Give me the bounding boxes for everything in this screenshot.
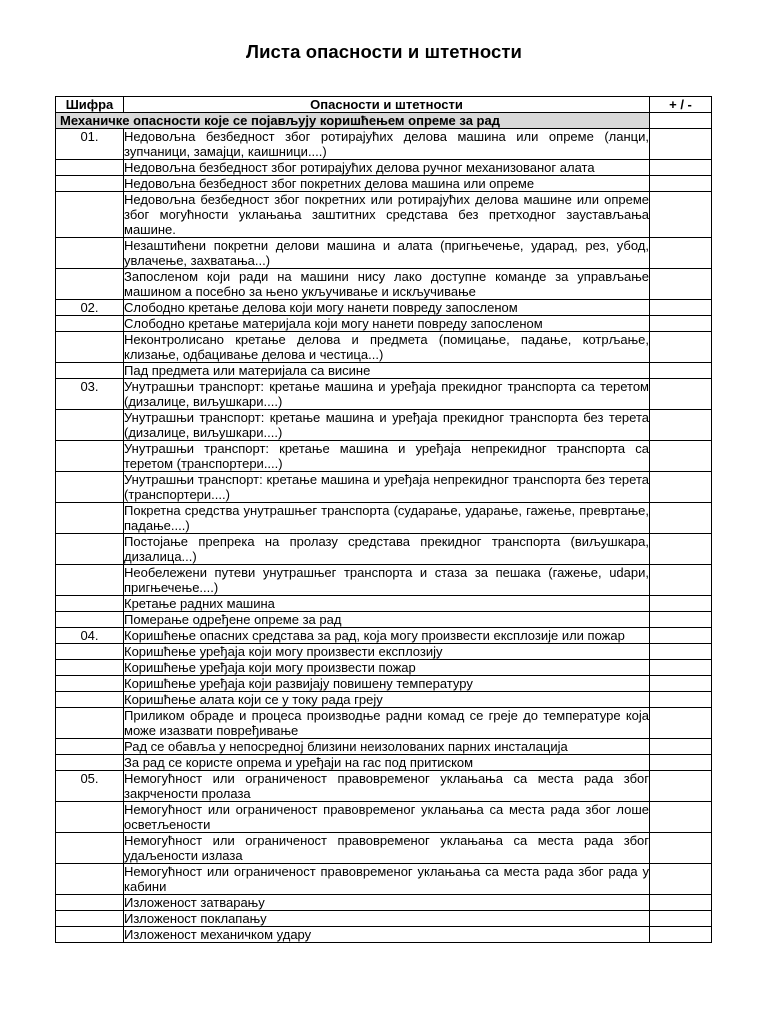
table-row: [56, 739, 712, 755]
hazard-code: 05.: [56, 771, 124, 802]
hazard-description: Недовољна безбедност због покретних делова машина или опреме: [124, 176, 650, 192]
hazard-mark-cell[interactable]: [650, 755, 712, 771]
table-row: [56, 410, 712, 441]
hazard-code: [56, 160, 124, 176]
hazard-description: Неконтролисано кретање делова и предмета (помицање, падање, котрљање, клизање, одбацивање делова и честица...): [124, 332, 649, 362]
hazard-description: Коришћење уређаја који развијају повишену температуру: [124, 676, 650, 692]
hazard-mark-cell[interactable]: [650, 771, 712, 802]
hazard-description: Немогућност или ограниченост правовременог уклањања са места рада због рада у кабини: [124, 864, 649, 894]
hazard-code: [56, 192, 124, 238]
hazard-code: [56, 755, 124, 771]
hazard-code: [56, 911, 124, 927]
table-row: [56, 596, 712, 612]
section-title: Механичке опасности које се појављују коришћењем опреме за рад: [56, 113, 650, 129]
hazard-description: Незаштићени покретни делови машина и алата (пригњечење, ударад, рез, убод, увлачење, захватања...): [124, 238, 649, 268]
hazard-code: [56, 739, 124, 755]
hazard-description: Коришћење опасних средстава за рад, која могу произвести експлозије или пожар: [124, 628, 650, 644]
hazard-description: Слободно кретање материјала који могу нанети повреду запосленом: [124, 316, 650, 332]
hazard-description: Унутрашњи транспорт: кретање машина и уређаја непрекидног транспорта без терета (транспортери....): [124, 472, 649, 502]
hazard-description: Изложеност механичком удару: [124, 927, 650, 943]
hazard-description: Коришћење алата који се у току рада греју: [124, 692, 650, 708]
table-row: [56, 441, 712, 472]
hazard-mark-cell[interactable]: [650, 596, 712, 612]
hazard-code: [56, 534, 124, 565]
hazard-description: Пад предмета или материјала са висине: [124, 363, 650, 379]
table-row: [56, 363, 712, 379]
hazard-code: [56, 833, 124, 864]
hazard-code: [56, 238, 124, 269]
hazard-description: Немогућност или ограниченост правовременог уклањања са места рада због удаљености излаза: [124, 833, 649, 863]
hazard-code: 03.: [56, 379, 124, 410]
table-row: [56, 238, 712, 269]
hazard-mark-cell[interactable]: [650, 441, 712, 472]
hazard-mark-cell[interactable]: [650, 503, 712, 534]
table-row: [56, 300, 712, 316]
table-row: [56, 771, 712, 802]
table-row: [56, 864, 712, 895]
hazard-description: Кретање радних машина: [124, 596, 650, 612]
table-row: [56, 534, 712, 565]
hazard-mark-cell[interactable]: [650, 644, 712, 660]
hazard-description: Необележени путеви унутрашњег транспорта и стаза за пешака (гажење, udари, пригњечење....): [124, 565, 649, 595]
table-row: [56, 755, 712, 771]
hazard-code: [56, 708, 124, 739]
hazard-description: Приликом обраде и процеса производње радни комад се греје до температуре која може изазвати повређивање: [124, 708, 649, 738]
hazard-code: 04.: [56, 628, 124, 644]
hazard-mark-cell[interactable]: [650, 300, 712, 316]
hazard-mark-cell[interactable]: [650, 565, 712, 596]
hazard-mark-cell[interactable]: [650, 802, 712, 833]
hazard-mark-cell[interactable]: [650, 612, 712, 628]
hazard-code: [56, 596, 124, 612]
document-title: Листа опасности и штетности: [245, 41, 523, 62]
hazard-description: Немогућност или ограниченост правовременог уклањања са места рада због закрчености пролаза: [124, 771, 649, 801]
hazard-mark-cell[interactable]: [650, 864, 712, 895]
hazard-code: [56, 316, 124, 332]
table-row: [56, 692, 712, 708]
header-hazard: Опасности и штетности: [124, 97, 650, 113]
table-row: [56, 833, 712, 864]
hazard-code: [56, 692, 124, 708]
table-row: [56, 708, 712, 739]
table-row: [56, 176, 712, 192]
table-body: [56, 113, 712, 943]
hazard-mark-cell[interactable]: [650, 911, 712, 927]
hazard-description: Покретна средства унутрашњег транспорта (сударање, ударање, гажење, превртање, падање....): [124, 503, 649, 533]
table-row: [56, 895, 712, 911]
hazard-code: [56, 410, 124, 441]
table-row: [56, 660, 712, 676]
table-row: [56, 927, 712, 943]
hazard-mark-cell[interactable]: [650, 332, 712, 363]
hazard-code: [56, 176, 124, 192]
table-row: [56, 129, 712, 160]
hazard-mark-cell[interactable]: [650, 739, 712, 755]
hazard-code: [56, 802, 124, 833]
hazard-code: [56, 565, 124, 596]
hazard-code: [56, 612, 124, 628]
hazard-code: [56, 441, 124, 472]
table-row: [56, 612, 712, 628]
hazard-mark-cell[interactable]: [650, 833, 712, 864]
hazard-code: [56, 269, 124, 300]
hazard-code: [56, 503, 124, 534]
table-header-row: [56, 97, 712, 113]
header-mark: + / -: [650, 97, 712, 113]
hazard-mark-cell[interactable]: [650, 692, 712, 708]
table-row: [56, 472, 712, 503]
hazard-mark-cell[interactable]: [650, 316, 712, 332]
table-row: [56, 379, 712, 410]
hazard-code: [56, 895, 124, 911]
hazard-description: Немогућност или ограниченост правовременог уклањања са места рада због лоше осветљености: [124, 802, 649, 832]
hazard-mark-cell[interactable]: [650, 676, 712, 692]
hazard-description: Померање одређене опреме за рад: [124, 612, 650, 628]
hazard-mark-cell[interactable]: [650, 160, 712, 176]
table-row: [56, 628, 712, 644]
hazard-code: 01.: [56, 129, 124, 160]
hazard-mark-cell[interactable]: [650, 534, 712, 565]
table-row: [56, 802, 712, 833]
hazard-mark-cell[interactable]: [650, 363, 712, 379]
hazard-mark-cell[interactable]: [650, 129, 712, 160]
hazard-description: Недовољна безбедност због ротирајућих делова ручног механизованог алата: [124, 160, 650, 176]
table-row: [56, 192, 712, 238]
hazard-description: Унутрашњи транспорт: кретање машина и уређаја непрекидног транспорта са теретом (транспортери....): [124, 441, 649, 471]
hazard-mark-cell[interactable]: [650, 895, 712, 911]
hazard-description: Запосленом који ради на машини нису лако доступне команде за управљање машином а посебно за њено укључивање и искључивање: [124, 269, 649, 299]
hazard-code: 02.: [56, 300, 124, 316]
hazard-code: [56, 363, 124, 379]
hazard-code: [56, 864, 124, 895]
hazard-code: [56, 644, 124, 660]
hazard-mark-cell[interactable]: [650, 176, 712, 192]
hazard-description: Унутрашњи транспорт: кретање машина и уређаја прекидног транспорта са теретом (дизалице, виљушкари....): [124, 379, 649, 409]
hazard-mark-cell[interactable]: [650, 410, 712, 441]
hazard-description: Изложеност поклапању: [124, 911, 650, 927]
hazard-code: [56, 660, 124, 676]
hazard-mark-cell[interactable]: [650, 472, 712, 503]
table-row: [56, 911, 712, 927]
hazard-mark-cell[interactable]: [650, 927, 712, 943]
hazard-description: Слободно кретање делова који могу нанети повреду запосленом: [124, 300, 650, 316]
hazard-description: Постојање препрека на пролазу средстава прекидног транспорта (виљушкара, дизалица...): [124, 534, 649, 564]
section-mark-cell: [650, 113, 712, 129]
hazard-code: [56, 927, 124, 943]
hazard-mark-cell[interactable]: [650, 628, 712, 644]
table-row: [56, 503, 712, 534]
table-row: [56, 316, 712, 332]
hazard-mark-cell[interactable]: [650, 238, 712, 269]
hazard-mark-cell[interactable]: [650, 192, 712, 238]
hazard-description: Изложеност затварању: [124, 895, 650, 911]
section-row: [56, 113, 712, 129]
hazard-description: Унутрашњи транспорт: кретање машина и уређаја прекидног транспорта без терета (дизалице, виљушкари....): [124, 410, 649, 440]
hazard-description: Недовољна безбедност због ротирајућих делова машина или опреме (ланци, зупчаници, замајци, каишници....): [124, 129, 649, 159]
hazard-code: [56, 676, 124, 692]
table-row: [56, 644, 712, 660]
header-code: Шифра: [56, 97, 124, 113]
table-row: [56, 565, 712, 596]
hazard-code: [56, 472, 124, 503]
hazard-mark-cell[interactable]: [650, 660, 712, 676]
hazard-description: Недовољна безбедност због покретних или ротирајућих делова машине или опреме због могућности уклањања заштитних средстава без претходног заустављања машине.: [124, 192, 649, 237]
table-row: [56, 332, 712, 363]
hazard-table: [55, 96, 712, 943]
hazard-description: За рад се користе опрема и уређаји на гас под притиском: [124, 755, 650, 771]
hazard-description: Коришћење уређаја који могу произвести пожар: [124, 660, 650, 676]
hazard-mark-cell[interactable]: [650, 708, 712, 739]
hazard-description: Рад се обавља у непосредној близини неизолованих парних инсталација: [124, 739, 650, 755]
hazard-description: Коришћење уређаја који могу произвести експлозију: [124, 644, 650, 660]
table-row: [56, 160, 712, 176]
hazard-code: [56, 332, 124, 363]
hazard-mark-cell[interactable]: [650, 269, 712, 300]
table-row: [56, 676, 712, 692]
hazard-mark-cell[interactable]: [650, 379, 712, 410]
table-row: [56, 269, 712, 300]
